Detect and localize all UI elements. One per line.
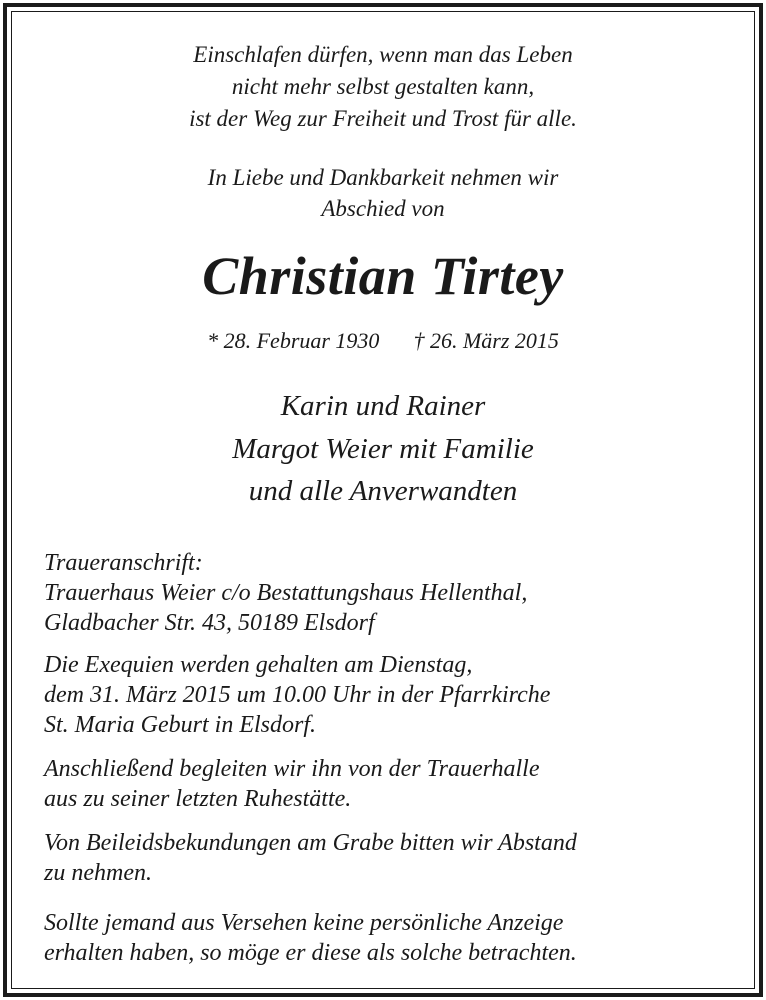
condolence-line: Von Beileidsbekundungen am Grabe bitten wir Abstand: [44, 830, 577, 856]
escort-line: Anschließend begleiten wir ihn von der Trauerhalle: [44, 756, 540, 782]
poem-line: nicht mehr selbst gestalten kann,: [231, 74, 535, 99]
family-line: und alle Anverwandten: [248, 475, 518, 507]
notice-line: erhalten haben, so möge er diese als solche betrachten.: [44, 940, 577, 966]
birth-date: * 28. Februar 1930: [207, 328, 380, 353]
intro-line: Abschied von: [321, 196, 445, 221]
poem-line: ist der Weg zur Freiheit und Trost für alle.: [189, 106, 577, 131]
family-line: Karin und Rainer: [280, 390, 486, 422]
deceased-name: Christian Tirtey: [202, 246, 564, 306]
intro-line: In Liebe und Dankbarkeit nehmen wir: [207, 165, 559, 190]
address-line: Gladbacher Str. 43, 50189 Elsdorf: [44, 610, 375, 636]
poem-line: Einschlafen dürfen, wenn man das Leben: [193, 42, 573, 67]
notice-line: Sollte jemand aus Versehen keine persönliche Anzeige: [44, 910, 564, 936]
family-line: Margot Weier mit Familie: [232, 433, 534, 465]
exequien-line: dem 31. März 2015 um 10.00 Uhr in der Pfarrkirche: [44, 682, 551, 708]
condolence-line: zu nehmen.: [44, 860, 152, 886]
address-label: Traueranschrift:: [44, 550, 203, 576]
address-line: Trauerhaus Weier c/o Bestattungshaus Hellenthal,: [44, 580, 528, 606]
life-dates: [0, 328, 766, 354]
exequien-line: St. Maria Geburt in Elsdorf.: [44, 712, 317, 738]
death-date: † 26. März 2015: [413, 328, 559, 353]
exequien-line: Die Exequien werden gehalten am Dienstag,: [44, 652, 473, 678]
escort-line: aus zu seiner letzten Ruhestätte.: [44, 786, 352, 812]
